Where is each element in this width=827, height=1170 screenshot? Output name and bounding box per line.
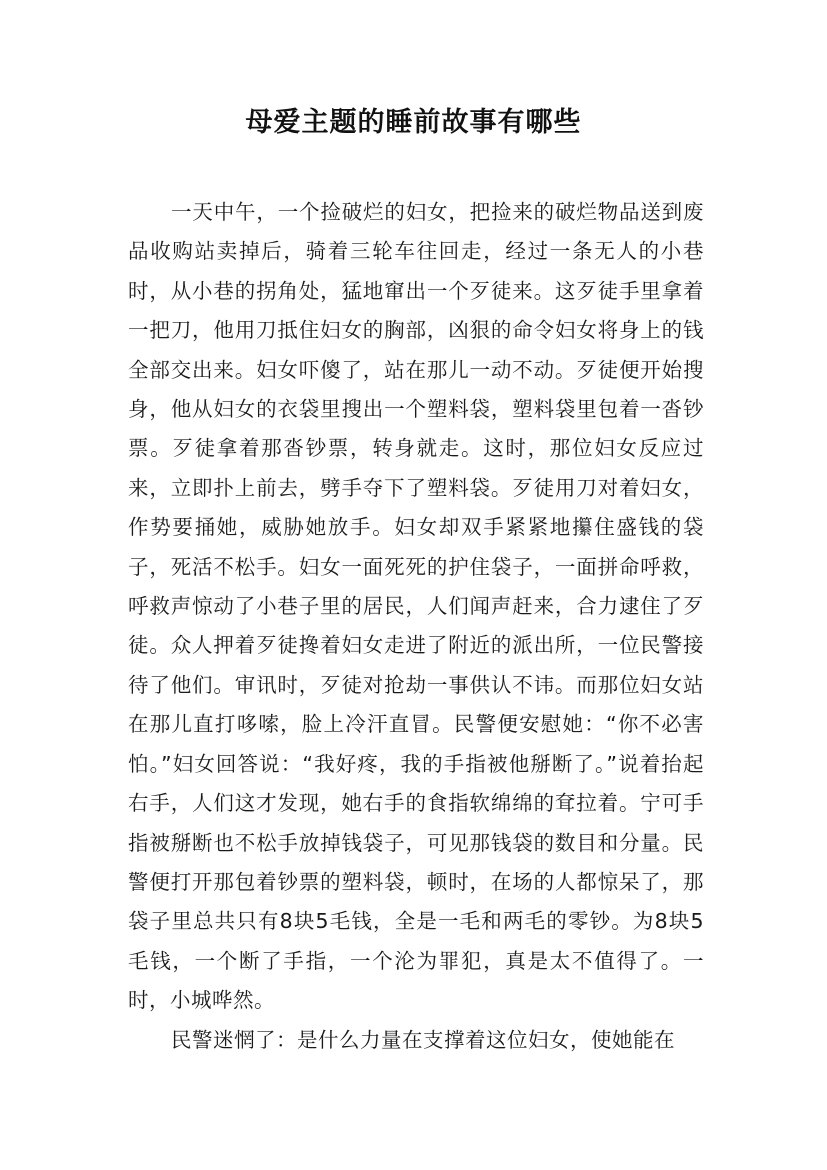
document-body xyxy=(128,193,704,1060)
document-title: 母爱主题的睡前故事有哪些 xyxy=(245,107,582,138)
paragraph-1: 一天中午，一个捡破烂的妇女，把捡来的破烂物品送到废品收购站卖掉后，骑着三轮车往回走，经过一条无人的小巷时，从小巷的拐角处，猛地窜出一个歹徒来。这歹徒手里拿着一把刀，他用刀抵住妇女的胸部，凶狠的命令妇女将身上的钱全部交出来。妇女吓傻了，站在那儿一动不动。歹徒便开始搜身，他从妇女的衣袋里搜出一个塑料袋，塑料袋里包着一沓钞票。歹徒拿着那沓钞票，转身就走。这时，那位妇女反应过来，立即扑上前去，劈手夺下了塑料袋。歹徒用刀对着妇女，作势要捅她，威胁她放手。妇女却双手紧紧地攥住盛钱的袋子，死活不松手。妇女一面死死的护住袋子，一面拼命呼救，呼救声惊动了小巷子里的居民，人们闻声赶来，合力逮住了歹徒。众人押着歹徒搀着妇女走进了附近的派出所，一位民警接待了他们。审讯时，歹徒对抢劫一事供认不讳。而那位妇女站在那儿直打哆嗦，脸上冷汗直冒。民警便安慰她：“你不必害怕。”妇女回答说：“我好疼，我的手指被他掰断了。”说着抬起右手，人们这才发现，她右手的食指软绵绵的耷拉着。宁可手指被掰断也不松手放掉钱袋子，可见那钱袋的数目和分量。民警便打开那包着钞票的塑料袋，顿时，在场的人都惊呆了，那袋子里总共只有8块5毛钱，全是一毛和两毛的零钞。为8块5毛钱，一个断了手指，一个沦为罪犯，真是太不值得了。一时，小城哗然。 xyxy=(128,200,704,1013)
paragraph-2: 民警迷惘了：是什么力量在支撑着这位妇女，使她能在 xyxy=(171,1027,676,1052)
